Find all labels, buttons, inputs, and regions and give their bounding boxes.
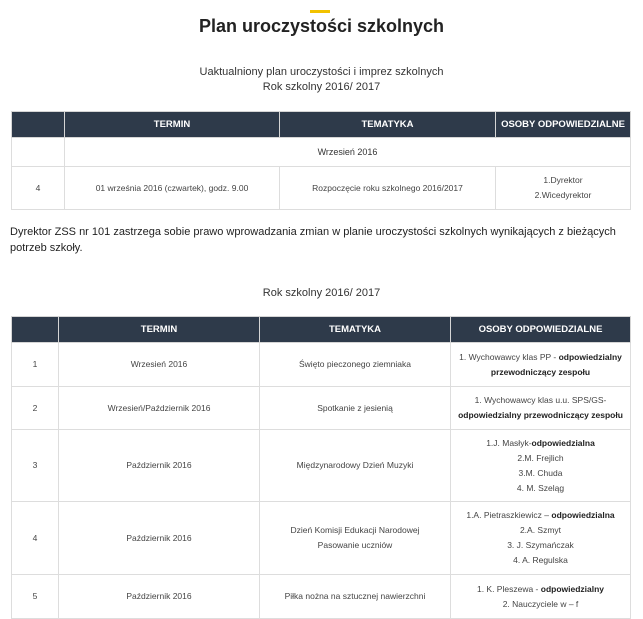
row-number: 1 (12, 343, 59, 387)
title-accent-line (310, 10, 330, 13)
row-number: 3 (12, 430, 59, 502)
osoby-line: 4. M. Szeląg (516, 482, 565, 493)
row-number: 4 (12, 167, 65, 210)
tematyka-line: Międzynarodowy Dzień Muzyki (296, 460, 414, 470)
osoby-line: 3. J. Szymańczak (507, 540, 574, 550)
row-termin: 01 września 2016 (czwartek), godz. 9.00 (65, 167, 280, 210)
osoby-line: 4. A. Regulska (513, 555, 568, 565)
row-tematyka (260, 343, 451, 387)
osoby-line: 1.Dyrektor (543, 175, 583, 185)
tematyka-line: Dzień Komisji Edukacji Narodowej (290, 525, 420, 535)
schedule-table-2 (11, 316, 631, 619)
header-osoby: OSOBY ODPOWIEDZIALNE (496, 112, 631, 138)
osoby-line: 2. Nauczyciele w – f (502, 598, 579, 609)
osoby-line: 1. K. Pleszewa - odpowiedzialny (476, 583, 605, 594)
row-termin: Wrzesień/Październik 2016 (59, 387, 260, 430)
schedule-table-1 (11, 111, 631, 210)
table-row (12, 430, 631, 502)
row-termin: Październik 2016 (59, 430, 260, 502)
header-tematyka: TEMATYKA (260, 317, 451, 343)
row-osoby (451, 387, 631, 430)
osoby-line: 2.A. Szmyt (519, 525, 562, 535)
subtitle-line-2: Rok szkolny 2016/ 2017 (262, 81, 381, 93)
row-tematyka (260, 575, 451, 619)
section-2-title: Rok szkolny 2016/ 2017 (262, 287, 381, 299)
month-label: Wrzesień 2016 (65, 138, 631, 167)
header-termin: TERMIN (65, 112, 280, 138)
row-tematyka (260, 387, 451, 430)
note-text: Dyrektor ZSS nr 101 zastrzega sobie prawo wprowadzania zmian w planie uroczystości szkolnych wynikających z bieżących potrzeb szkoły. (10, 226, 616, 254)
osoby-line: 2.M. Frejlich (517, 452, 564, 463)
osoby-line: 1.A. Pietraszkiewicz – odpowiedzialna (466, 510, 615, 520)
tematyka-line: Spotkanie z jesienią (317, 402, 393, 413)
table-row (12, 502, 631, 575)
table-row (12, 167, 631, 210)
osoby-line: 1. Wychowawcy klas PP - odpowiedzialny (459, 351, 622, 362)
tematyka-line: Święto pieczonego ziemniaka (299, 359, 411, 369)
osoby-line: 2.Wicedyrektor (534, 190, 592, 200)
osoby-line: przewodniczący zespołu (490, 366, 591, 377)
row-termin: Wrzesień 2016 (59, 343, 260, 387)
row-osoby (451, 343, 631, 387)
row-tematyka: Rozpoczęcie roku szkolnego 2016/2017 (280, 167, 496, 210)
header-tematyka: TEMATYKA (280, 112, 496, 138)
row-osoby (451, 575, 631, 619)
row-tematyka (260, 430, 451, 502)
table-row (12, 343, 631, 387)
header-number (12, 317, 59, 343)
tematyka-line: Pasowanie uczniów (317, 540, 393, 550)
month-row-number (12, 138, 65, 167)
osoby-line: 1. Wychowawcy klas u.u. SPS/GS- (474, 395, 607, 405)
row-number: 5 (12, 575, 59, 619)
osoby-line: 1.J. Masłyk-odpowiedzialna (486, 437, 595, 448)
table-row (12, 387, 631, 430)
subtitle-line-1: Uaktualniony plan uroczystości i imprez szkolnych (199, 66, 444, 78)
row-number: 4 (12, 502, 59, 575)
header-number (12, 112, 65, 138)
osoby-line: odpowiedzialny przewodniczący zespołu (458, 410, 623, 420)
osoby-line: 3.M. Chuda (518, 467, 563, 478)
row-osoby (496, 167, 631, 210)
row-tematyka (260, 502, 451, 575)
row-termin: Październik 2016 (59, 575, 260, 619)
tematyka-line: Piłka nożna na sztucznej nawierzchni (284, 591, 426, 601)
row-osoby (451, 430, 631, 502)
header-termin: TERMIN (59, 317, 260, 343)
row-termin: Październik 2016 (59, 502, 260, 575)
page-title: Plan uroczystości szkolnych (198, 16, 445, 36)
header-osoby: OSOBY ODPOWIEDZIALNE (451, 317, 631, 343)
row-osoby (451, 502, 631, 575)
row-number: 2 (12, 387, 59, 430)
table-row (12, 575, 631, 619)
